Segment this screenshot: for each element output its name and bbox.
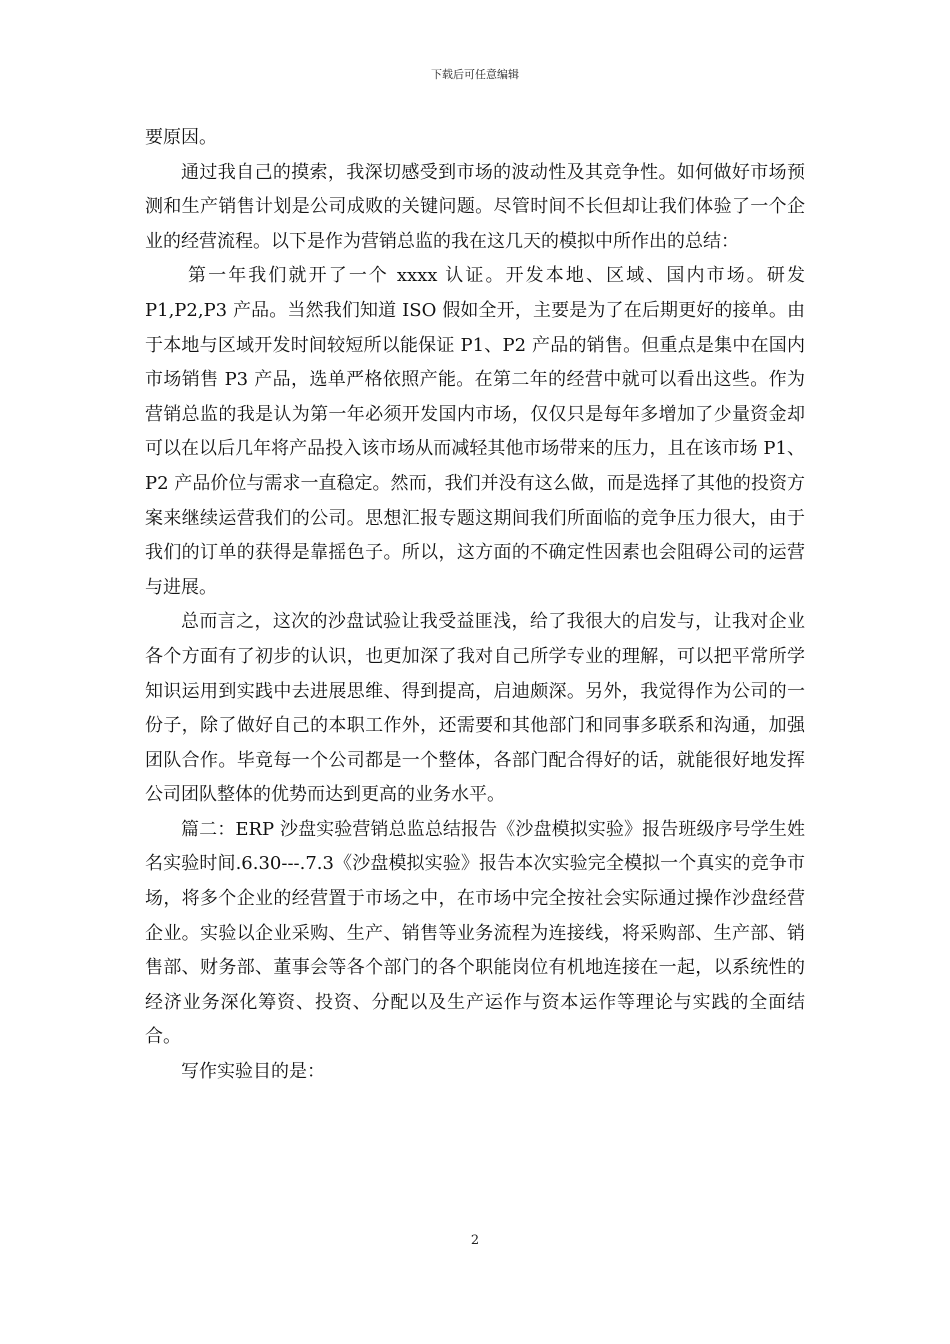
paragraph-purpose: 写作实验目的是： — [181, 1061, 325, 1083]
paragraph-reflection: 通过我自己的摸索，我深切感受到市场的波动性及其竞争性。如何做好市场预测和生产销售计划是公司成败的关键问题。尽管时间不长但却让我们体验了一个企业的经营流程。以下是作为营销总监的我在这几天的模拟中所作出的总结： — [145, 161, 805, 252]
paragraph-conclusion: 总而言之，这次的沙盘试验让我受益匪浅，给了我很大的启发与，让我对企业各个方面有了初步的认识，也更加深了我对自己所学专业的理解，可以把平常所学知识运用到实践中去进展思维、得到提高，启迪颇深。另外，我觉得作为公司的一份子，除了做好自己的本职工作外，还需要和其他部门和同事多联系和沟通，加强团队合作。毕竟每一个公司都是一个整体，各部门配合得好的话，就能很好地发挥公司团队整体的优势而达到更高的业务水平。 — [145, 611, 805, 806]
document-body — [145, 121, 805, 1090]
paragraph-part-two: 篇二：ERP 沙盘实验营销总监总结报告《沙盘模拟实验》报告班级序号学生姓名实验时间.6.30---.7.3《沙盘模拟实验》报告本次实验完全模拟一个真实的竞争市场，将多个企业的经营置于市场之中，在市场中完全按社会实际通过操作沙盘经营企业。实验以企业采购、生产、销售等业务流程为连接线，将采购部、生产部、销售部、财务部、董事会等各个部门的各个职能岗位有机地连接在一起，以系统性的经济业务深化筹资、投资、分配以及生产运作与资本运作等理论与实践的全面结合。 — [145, 818, 805, 1048]
paragraph-first-year: 第一年我们就开了一个 xxxx 认证。开发本地、区域、国内市场。研发 P1,P2,P3 产品。当然我们知道 ISO 假如全开，主要是为了在后期更好的接单。由于本地与区域开发时间较短所以能保证 P1、P2 产品的销售。但重点是集中在国内市场销售 P3 产品，选单严格依照产能。在第二年的经营中就可以看出这些。作为营销总监的我是认为第一年必须开发国内市场，仅仅只是每年多增加了少量资金却可以在以后几年将产品投入该市场从而减轻其他市场带来的压力，且在该市场 P1、P2 产品价位与需求一直稳定。然而，我们并没有这么做，而是选择了其他的投资方案来继续运营我们的公司。思想汇报专题这期间我们所面临的竞争压力很大，由于我们的订单的获得是靠摇色子。所以，这方面的不确定性因素也会阻碍公司的运营与进展。 — [145, 265, 805, 598]
page-number: 2 — [470, 1233, 480, 1248]
paragraph-continuation: 要原因。 — [145, 127, 217, 148]
page-header: 下载后可任意编辑 — [431, 68, 519, 81]
